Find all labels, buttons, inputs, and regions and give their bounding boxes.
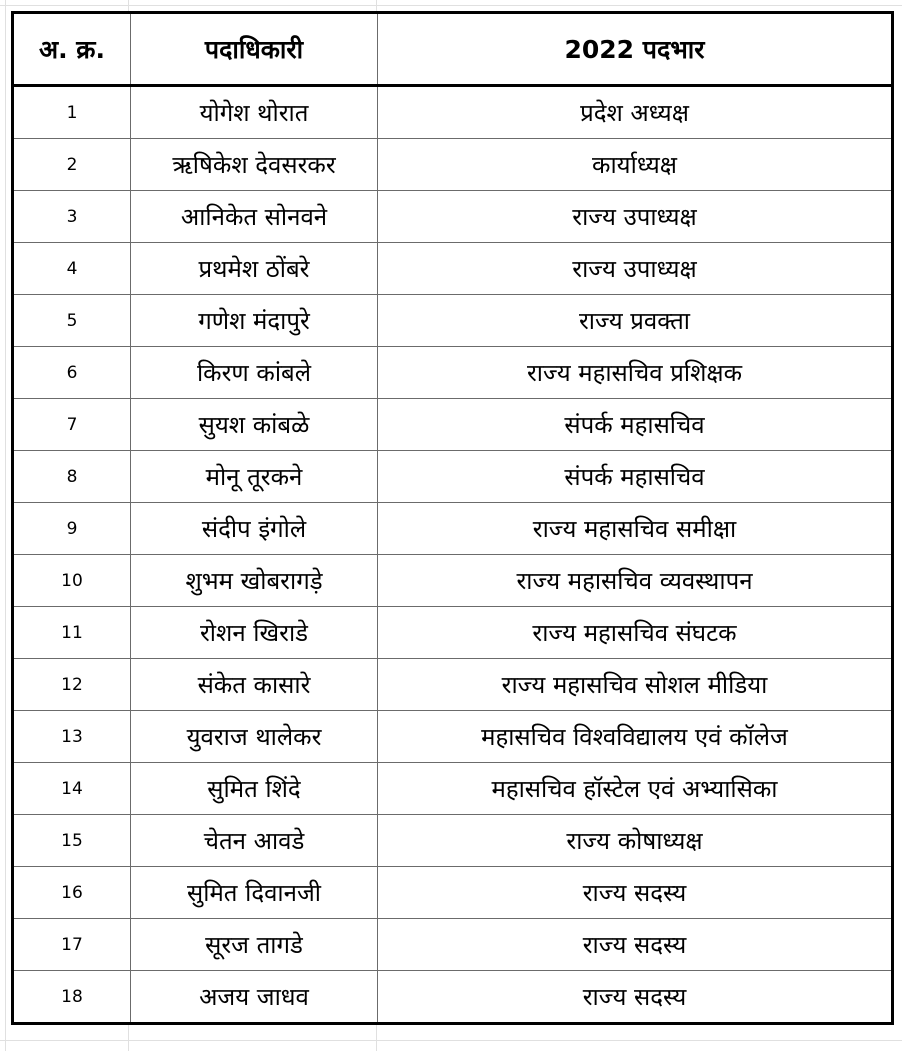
office-bearer-name-cell[interactable]: योगेश थोरात: [131, 86, 378, 139]
office-bearer-header[interactable]: पदाधिकारी: [131, 13, 378, 86]
serial-number-cell[interactable]: 13: [13, 711, 131, 763]
post-cell[interactable]: राज्य सदस्य: [378, 971, 893, 1024]
table-row: [13, 607, 893, 659]
post-2022-header[interactable]: 2022 पदभार: [378, 13, 893, 86]
post-cell[interactable]: राज्य प्रवक्ता: [378, 295, 893, 347]
table-row: [13, 711, 893, 763]
table-row: [13, 399, 893, 451]
table-row: [13, 919, 893, 971]
post-cell[interactable]: राज्य महासचिव सोशल मीडिया: [378, 659, 893, 711]
office-bearer-name-cell[interactable]: सुमित शिंदे: [131, 763, 378, 815]
gridline: [5, 0, 6, 1051]
post-cell[interactable]: राज्य सदस्य: [378, 919, 893, 971]
post-cell[interactable]: महासचिव विश्वविद्यालय एवं कॉलेज: [378, 711, 893, 763]
serial-number-cell[interactable]: 14: [13, 763, 131, 815]
serial-number-cell[interactable]: 8: [13, 451, 131, 503]
office-bearer-name-cell[interactable]: शुभम खोबरागड़े: [131, 555, 378, 607]
office-bearer-name-cell[interactable]: किरण कांबले: [131, 347, 378, 399]
office-bearer-name-cell[interactable]: संकेत कासारे: [131, 659, 378, 711]
serial-number-cell[interactable]: 3: [13, 191, 131, 243]
post-cell[interactable]: संपर्क महासचिव: [378, 399, 893, 451]
post-cell[interactable]: महासचिव हॉस्टेल एवं अभ्यासिका: [378, 763, 893, 815]
post-cell[interactable]: राज्य सदस्य: [378, 867, 893, 919]
serial-number-cell[interactable]: 16: [13, 867, 131, 919]
table-row: [13, 243, 893, 295]
table-row: [13, 867, 893, 919]
office-bearer-name-cell[interactable]: सूरज तागडे: [131, 919, 378, 971]
post-cell[interactable]: राज्य महासचिव समीक्षा: [378, 503, 893, 555]
post-cell[interactable]: राज्य उपाध्यक्ष: [378, 243, 893, 295]
post-cell[interactable]: राज्य महासचिव व्यवस्थापन: [378, 555, 893, 607]
table-row: [13, 971, 893, 1024]
post-cell[interactable]: राज्य महासचिव संघटक: [378, 607, 893, 659]
serial-number-cell[interactable]: 7: [13, 399, 131, 451]
office-bearer-name-cell[interactable]: संदीप इंगोले: [131, 503, 378, 555]
serial-number-cell[interactable]: 17: [13, 919, 131, 971]
office-bearer-name-cell[interactable]: मोनू तूरकने: [131, 451, 378, 503]
post-cell[interactable]: कार्याध्यक्ष: [378, 139, 893, 191]
serial-number-cell[interactable]: 6: [13, 347, 131, 399]
post-cell[interactable]: प्रदेश अध्यक्ष: [378, 86, 893, 139]
serial-number-cell[interactable]: 9: [13, 503, 131, 555]
post-cell[interactable]: राज्य महासचिव प्रशिक्षक: [378, 347, 893, 399]
office-bearer-name-cell[interactable]: अजय जाधव: [131, 971, 378, 1024]
post-cell[interactable]: संपर्क महासचिव: [378, 451, 893, 503]
gridline: [0, 5, 902, 6]
serial-number-cell[interactable]: 10: [13, 555, 131, 607]
header-row: [13, 13, 893, 86]
office-bearer-name-cell[interactable]: युवराज थालेकर: [131, 711, 378, 763]
table-row: [13, 555, 893, 607]
serial-number-cell[interactable]: 5: [13, 295, 131, 347]
table-row: [13, 191, 893, 243]
serial-number-cell[interactable]: 15: [13, 815, 131, 867]
table-row: [13, 86, 893, 139]
serial-number-cell[interactable]: 1: [13, 86, 131, 139]
office-bearer-name-cell[interactable]: गणेश मंदापुरे: [131, 295, 378, 347]
office-bearer-name-cell[interactable]: सुयश कांबळे: [131, 399, 378, 451]
table-row: [13, 139, 893, 191]
serial-number-cell[interactable]: 2: [13, 139, 131, 191]
table-body: [13, 86, 893, 1024]
table-row: [13, 815, 893, 867]
table-row: [13, 295, 893, 347]
serial-number-cell[interactable]: 4: [13, 243, 131, 295]
office-bearer-name-cell[interactable]: चेतन आवडे: [131, 815, 378, 867]
table-row: [13, 659, 893, 711]
post-cell[interactable]: राज्य उपाध्यक्ष: [378, 191, 893, 243]
serial-number-cell[interactable]: 12: [13, 659, 131, 711]
office-bearer-name-cell[interactable]: ऋषिकेश देवसरकर: [131, 139, 378, 191]
serial-number-cell[interactable]: 11: [13, 607, 131, 659]
table-row: [13, 347, 893, 399]
post-cell[interactable]: राज्य कोषाध्यक्ष: [378, 815, 893, 867]
office-bearer-name-cell[interactable]: आनिकेत सोनवने: [131, 191, 378, 243]
table-row: [13, 763, 893, 815]
table-row: [13, 503, 893, 555]
office-bearer-name-cell[interactable]: सुमित दिवानजी: [131, 867, 378, 919]
office-bearer-name-cell[interactable]: प्रथमेश ठोंबरे: [131, 243, 378, 295]
serial-number-header[interactable]: अ. क्र.: [13, 13, 131, 86]
table-row: [13, 451, 893, 503]
office-bearers-table: [11, 11, 894, 1025]
gridline: [0, 1040, 902, 1041]
office-bearer-name-cell[interactable]: रोशन खिराडे: [131, 607, 378, 659]
serial-number-cell[interactable]: 18: [13, 971, 131, 1024]
